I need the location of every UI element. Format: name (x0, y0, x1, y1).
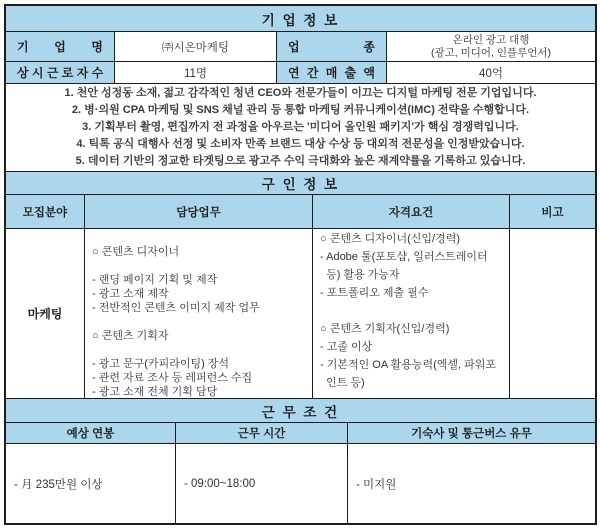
work-conditions-values-row (6, 444, 595, 523)
job-info-title-row (6, 172, 595, 195)
work-conditions-header-row (6, 423, 595, 444)
section-title-company-info: 기 업 정 보 (6, 6, 595, 31)
annual-revenue-label: 연 간 매 출 액 (288, 66, 375, 80)
text-line: - 전반적인 콘텐츠 이미지 제작 업무 (92, 302, 260, 314)
text-line: - Adobe 툴(포토샵, 일러스트레이터 (320, 251, 488, 263)
text-line: - 광고 소재 제작 (92, 288, 169, 300)
industry-value-line2: (광고, 미디어, 인플루언서) (430, 46, 552, 59)
company-info-title-row (6, 6, 595, 32)
section-title-job-info: 구 인 정 보 (6, 172, 595, 194)
text-line (92, 259, 312, 273)
company-name-row (6, 32, 595, 62)
company-name-value: ㈜시온마케팅 (115, 32, 277, 61)
company-name-label: 기 업 명 (17, 40, 103, 54)
industry-value-line1: 온라인 광고 대행 (452, 33, 530, 46)
text-line: ○ 콘텐츠 기획자 (92, 330, 169, 342)
job-info-content-row (6, 229, 595, 399)
job-info-header-row (6, 195, 595, 229)
text-line: ○ 콘텐츠 디자이너(신입/경력) (320, 233, 461, 245)
recruitment-field-value: 마케팅 (6, 229, 85, 398)
column-header-field: 모집분야 (6, 195, 85, 228)
job-posting-document (4, 4, 597, 525)
employee-count-label: 상 시 근 로 자 수 (17, 66, 104, 80)
employee-count-value: 11명 (115, 62, 277, 83)
text-line: 4. 틱톡 공식 대행사 선정 및 소비자 만족 브랜드 대상 수상 등 대외적 전문성을 인정받았습니다. (76, 138, 525, 150)
text-line: - 기본적인 OA 활용능력(엑셀, 파워포 (320, 359, 497, 371)
qualifications-cell (313, 229, 510, 398)
remarks-cell (510, 229, 595, 398)
duties-cell (85, 229, 313, 398)
column-header-salary: 예상 연봉 (6, 423, 176, 443)
employees-row (6, 62, 595, 84)
text-line: - 광고 소재 전체 기획 담당 (92, 386, 218, 398)
hours-value: - 09:00~18:00 (176, 444, 348, 523)
text-line: 3. 기획부터 촬영, 편집까지 전 과정을 아우르는 '미디어 올인원 패키지'가 핵심 경쟁력입니다. (82, 121, 519, 133)
text-line (92, 315, 312, 329)
text-line: 인트 등) (320, 377, 365, 389)
dormitory-value: - 미지원 (356, 478, 397, 491)
industry-label-cell (277, 32, 387, 61)
annual-revenue-value: 40억 (479, 67, 503, 80)
text-line (320, 302, 509, 320)
salary-value: - 月 235만원 이상 (6, 444, 176, 523)
text-line: - 광고 문구(카피라이팅) 장석 (92, 358, 230, 370)
text-line: ○ 콘텐츠 디자이너 (92, 246, 180, 258)
work-conditions-title-row (6, 399, 595, 423)
section-title-work-conditions: 근 무 조 건 (6, 399, 595, 422)
employee-count-label-cell (6, 62, 115, 83)
text-line: 5. 데이터 기반의 정교한 타겟팅으로 광고주 수익 극대화와 높은 재계약률을 기록하고 있습니다. (75, 155, 526, 167)
column-header-dormitory: 기숙사 및 통근버스 유무 (348, 423, 595, 443)
industry-label: 업 종 (288, 40, 375, 54)
text-line: 등) 활용 가능자 (320, 269, 400, 281)
column-header-remarks: 비고 (510, 195, 595, 228)
annual-revenue-label-cell (277, 62, 387, 83)
industry-value (387, 32, 595, 61)
text-line: - 포트폴리오 제출 필수 (320, 287, 429, 299)
text-line: ○ 콘텐츠 기획자(신입/경력) (320, 323, 450, 335)
company-description (6, 84, 595, 171)
company-name-label-cell (6, 32, 115, 61)
text-line (92, 231, 312, 245)
column-header-hours: 근무 시간 (176, 423, 348, 443)
text-line (92, 343, 312, 357)
company-description-row (6, 84, 595, 172)
column-header-duties: 담당업무 (85, 195, 313, 228)
text-line: - 관련 자료 조사 등 레퍼런스 수집 (92, 372, 253, 384)
text-line: 1. 천안 성정동 소재, 젊고 감각적인 청년 CEO와 전문가들이 이끄는 디지털 마케팅 전문 기업입니다. (64, 87, 537, 99)
text-line: 2. 병·의원 CPA 마케팅 및 SNS 채널 관리 등 통합 마케팅 커뮤니케이션(IMC) 전략을 수행합니다. (71, 104, 530, 116)
column-header-qualifications: 자격요건 (313, 195, 510, 228)
text-line: - 고졸 이상 (320, 341, 373, 353)
text-line: - 랜딩 페이지 기획 및 제작 (92, 274, 218, 286)
